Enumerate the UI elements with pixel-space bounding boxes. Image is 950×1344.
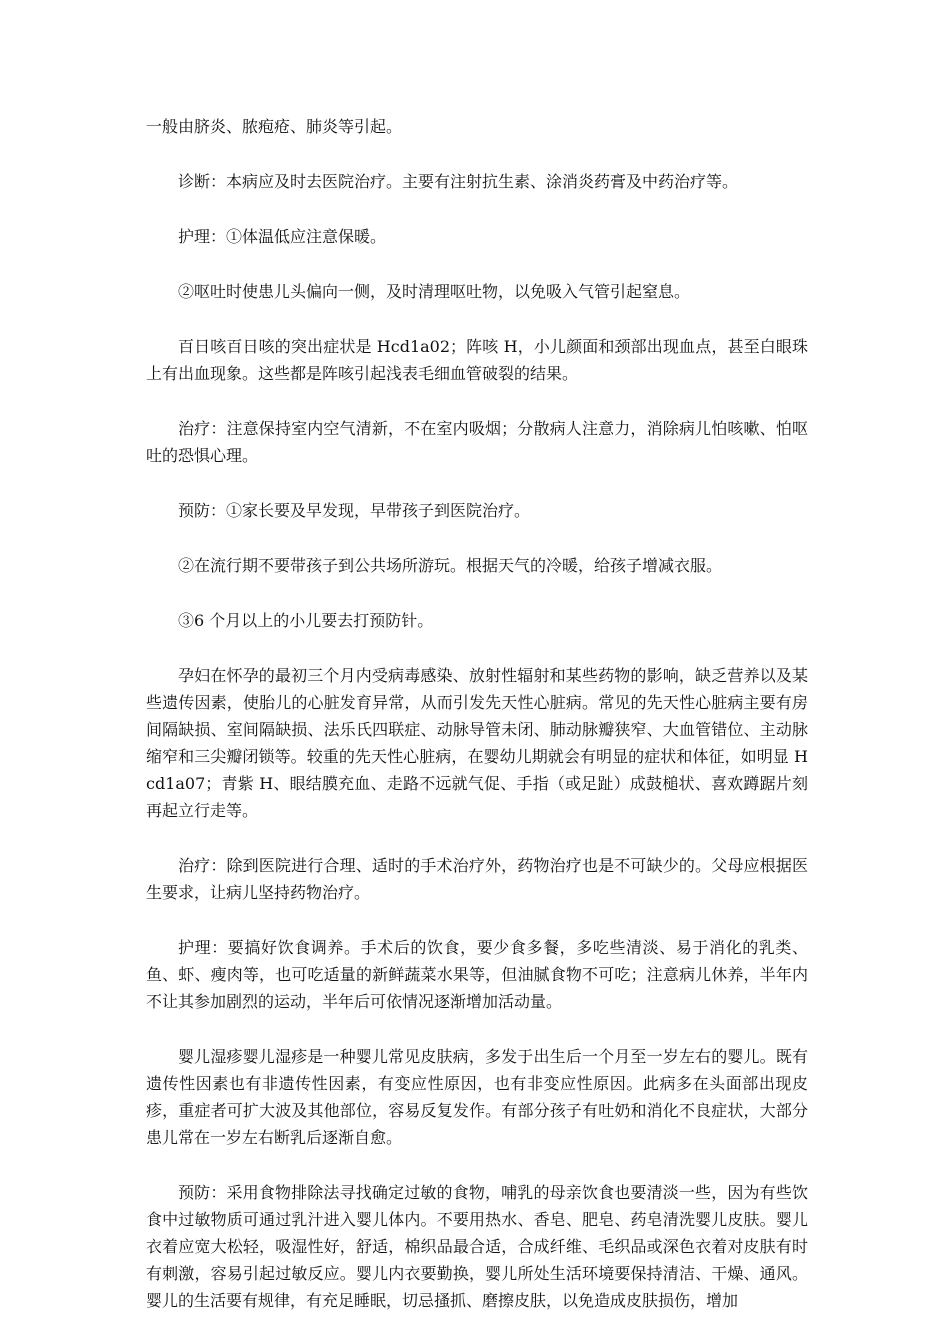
paragraph-2: 诊断：本病应及时去医院治疗。主要有注射抗生素、涂消炎药膏及中药治疗等。: [178, 172, 739, 191]
paragraph-11: 治疗：除到医院进行合理、适时的手术治疗外，药物治疗也是不可缺少的。父母应根据医生要求，让病儿坚持药物治疗。: [146, 856, 808, 902]
paragraph-1: 一般由脐炎、脓疱疮、肺炎等引起。: [146, 117, 403, 136]
paragraph-10: 孕妇在怀孕的最初三个月内受病毒感染、放射性辐射和某些药物的影响，缺乏营养以及某些遗传因素，使胎儿的心脏发育异常，从而引发先天性心脏病。常见的先天性心脏病主要有房间隔缺损、室间隔缺损、法乐氏四联症、动脉导管未闭、肺动脉瓣狭窄、大血管错位、主动脉缩窄和三尖瓣闭锁等。较重的先天性心脏病，在婴幼儿期就会有明显的症状和体征，如明显 Hcd1a07；青紫 H、眼结膜充血、走路不远就气促、手指（或足趾）成鼓槌状、喜欢蹲踞片刻再起立行走等。: [146, 666, 808, 820]
paragraph-13: 婴儿湿疹婴儿湿疹是一种婴儿常见皮肤病，多发于出生后一个月至一岁左右的婴儿。既有遗传性因素也有非遗传性因素，有变应性原因，也有非变应性原因。此病多在头面部出现皮疹，重症者可扩大波及其他部位，容易反复发作。有部分孩子有吐奶和消化不良症状，大部分患儿常在一岁左右断乳后逐渐自愈。: [146, 1047, 808, 1147]
paragraph-5: 百日咳百日咳的突出症状是 Hcd1a02；阵咳 H，小儿颜面和颈部出现血点，甚至白眼珠上有出血现象。这些都是阵咳引起浅表毛细血管破裂的结果。: [146, 337, 808, 383]
paragraph-7: 预防：①家长要及早发现，早带孩子到医院治疗。: [178, 501, 531, 520]
paragraph-4: ②呕吐时使患儿头偏向一侧，及时清理呕吐物，以免吸入气管引起窒息。: [178, 282, 691, 301]
paragraph-6: 治疗：注意保持室内空气清新，不在室内吸烟；分散病人注意力，消除病儿怕咳嗽、怕呕吐的恐惧心理。: [146, 419, 808, 465]
paragraph-14: 预防：采用食物排除法寻找确定过敏的食物，哺乳的母亲饮食也要清淡一些，因为有些饮食中过敏物质可通过乳汁进入婴儿体内。不要用热水、香皂、肥皂、药皂清洗婴儿皮肤。婴儿衣着应宽大松轻，吸湿性好，舒适，棉织品最合适，合成纤维、毛织品或深色衣着对皮肤有时有刺激，容易引起过敏反应。婴儿内衣要勤换，婴儿所处生活环境要保持清洁、干燥、通风。婴儿的生活要有规律，有充足睡眠，切忌搔抓、磨擦皮肤，以免造成皮肤损伤，增加: [146, 1183, 808, 1310]
paragraph-3: 护理：①体温低应注意保暖。: [178, 227, 387, 246]
paragraph-8: ②在流行期不要带孩子到公共场所游玩。根据天气的冷暖，给孩子增减衣服。: [178, 556, 723, 575]
paragraph-9: ③6 个月以上的小儿要去打预防针。: [178, 611, 434, 630]
paragraph-12: 护理：要搞好饮食调养。手术后的饮食，要少食多餐，多吃些清淡、易于消化的乳类、鱼、虾、瘦肉等，也可吃适量的新鲜蔬菜水果等，但油腻食物不可吃；注意病儿休养，半年内不让其参加剧烈的运动，半年后可依情况逐渐增加活动量。: [146, 938, 808, 1011]
document-page: [146, 113, 808, 1342]
